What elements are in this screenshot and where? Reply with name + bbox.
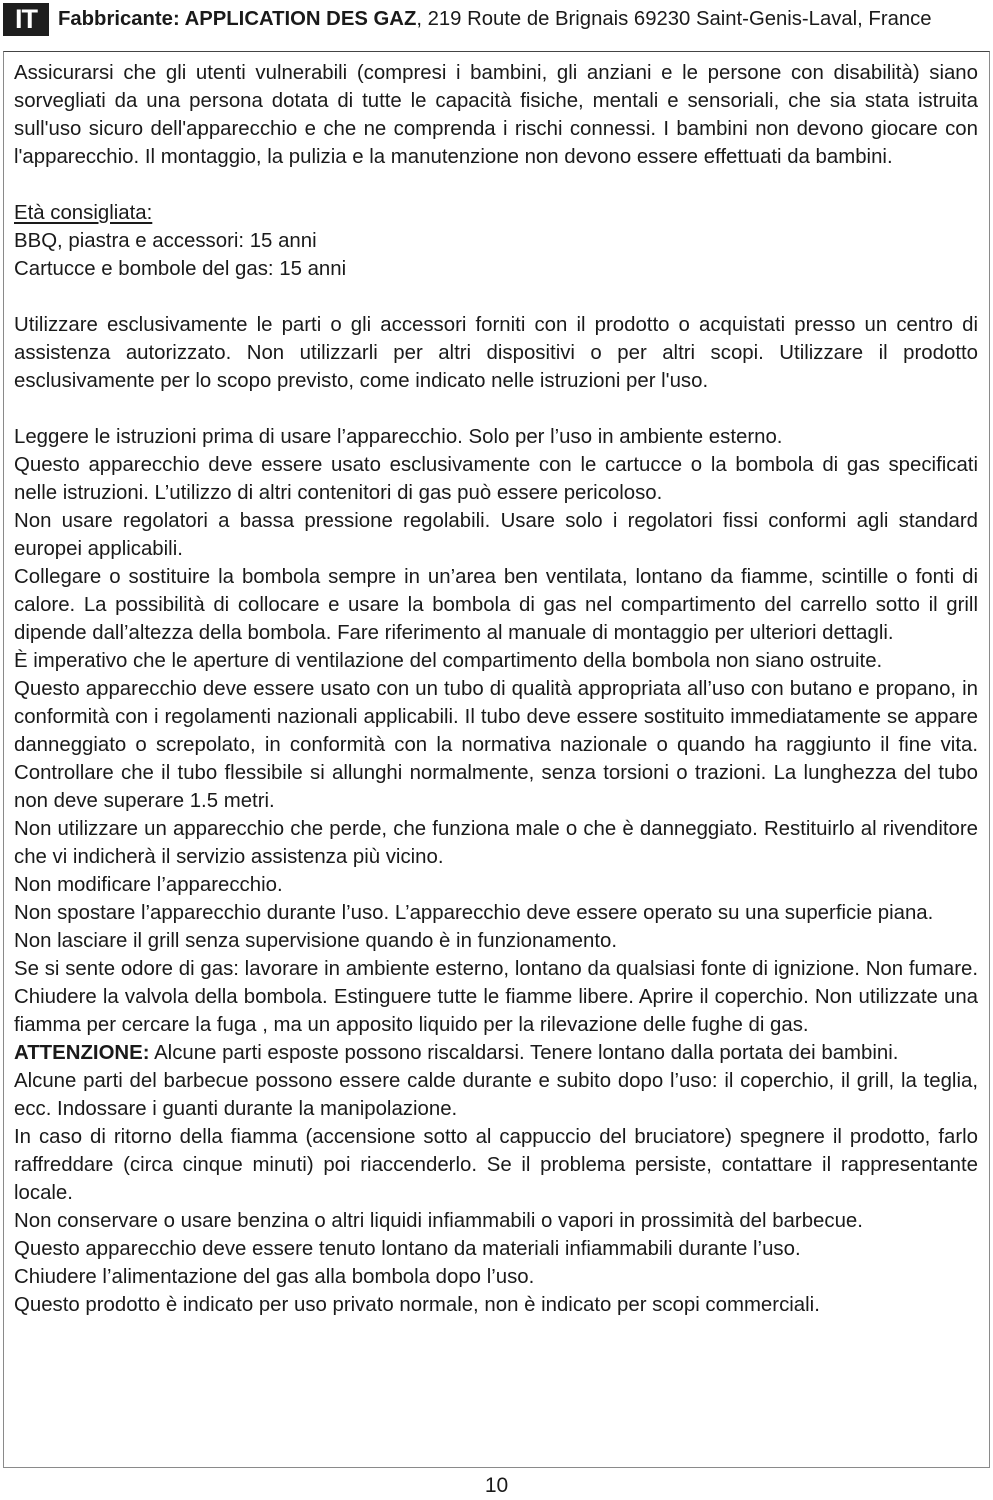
final-item: Questo prodotto è indicato per uso privato normale, non è indicato per scopi commerciali. xyxy=(14,1294,820,1316)
final-item: Questo apparecchio deve essere tenuto lontano da materiali infiammabili durante l’uso. xyxy=(14,1238,801,1260)
manufacturer-line xyxy=(58,8,932,31)
instruction-item: Questo apparecchio deve essere usato con un tubo di qualità appropriata all’uso con butano e propano, in conformità con i regolamenti nazionali applicabili. Il tubo deve essere sostituito immediatamente se appare danneggiato o screpolato, in conformità con la normativa nazionale o quando ha raggiunto il fine vita. Controllare che il tubo flessibile si allunghi normalmente, senza torsioni o trazioni. La lunghezza del tubo non deve superare 1.5 metri. xyxy=(14,678,978,812)
language-badge: IT xyxy=(3,3,49,36)
final-item: Non conservare o usare benzina o altri liquidi infiammabili o vapori in prossimità del barbecue. xyxy=(14,1210,863,1232)
instruction-item: Questo apparecchio deve essere usato esclusivamente con le cartucce o la bombola di gas specificati nelle istruzioni. L’utilizzo di altri contenitori di gas può essere pericoloso. xyxy=(14,454,978,504)
manufacturer-name: Fabbricante: APPLICATION DES GAZ xyxy=(58,8,417,30)
instruction-item: È imperativo che le aperture di ventilazione del compartimento della bombola non siano ostruite. xyxy=(14,650,883,672)
age-item: Cartucce e bombole del gas: 15 anni xyxy=(14,258,347,280)
age-item: BBQ, piastra e accessori: 15 anni xyxy=(14,230,317,252)
warning-paragraph xyxy=(14,1039,978,1067)
final-item: In caso di ritorno della fiamma (accensione sotto al cappuccio del bruciatore) spegnere il prodotto, farlo raffreddare (circa cinque minuti) poi riaccenderlo. Se il problema persiste, contattare il rappresentante locale. xyxy=(14,1126,978,1204)
supervision-paragraph: Assicurarsi che gli utenti vulnerabili (compresi i bambini, gli anziani e le persone con disabilità) siano sorvegliati da una persona dotata di tutte le capacità fisiche, mentali e sensoriali, che sia stata istruita sull'uso sicuro dell'apparecchio e che ne comprenda i rischi connessi. I bambini non devono giocare con l'apparecchio. Il montaggio, la pulizia e la manutenzione non devono essere effettuati da bambini. xyxy=(14,62,978,168)
instruction-item: Non lasciare il grill senza supervisione quando è in funzionamento. xyxy=(14,930,618,952)
instruction-item: Se si sente odore di gas: lavorare in ambiente esterno, lontano da qualsiasi fonte di ignizione. Non fumare. Chiudere la valvola della bombola. Estinguere tutte le fiamme libere. Aprire il coperchio. Non utilizzate una fiamma per cercare la fuga , ma un apposito liquido per la rilevazione delle fughe di gas. xyxy=(14,958,978,1036)
age-title: Età consigliata: xyxy=(14,202,153,224)
instruction-item: Non utilizzare un apparecchio che perde, che funziona male o che è danneggiato. Restituirlo al rivenditore che vi indicherà il servizio assistenza più vicino. xyxy=(14,818,978,868)
warning-label: ATTENZIONE: xyxy=(14,1042,150,1064)
instruction-item: Non modificare l’apparecchio. xyxy=(14,874,283,896)
instruction-item: Leggere le istruzioni prima di usare l’apparecchio. Solo per l’uso in ambiente esterno. xyxy=(14,426,783,448)
instruction-item: Non usare regolatori a bassa pressione regolabili. Usare solo i regolatori fissi conformi agli standard europei applicabili. xyxy=(14,510,978,560)
manufacturer-address: , 219 Route de Brignais 69230 Saint-Genis-Laval, France xyxy=(416,8,932,30)
instruction-item: Non spostare l’apparecchio durante l’uso. L’apparecchio deve essere operato su una superficie piana. xyxy=(14,902,934,924)
final-item: Chiudere l’alimentazione del gas alla bombola dopo l’uso. xyxy=(14,1266,535,1288)
safety-text xyxy=(14,59,978,1319)
page-number: 10 xyxy=(484,1474,509,1497)
parts-paragraph: Utilizzare esclusivamente le parti o gli accessori forniti con il prodotto o acquistati presso un centro di assistenza autorizzato. Non utilizzarli per altri dispositivi o per altri scopi. Utilizzare il prodotto esclusivamente per lo scopo previsto, come indicato nelle istruzioni per l'uso. xyxy=(14,314,978,392)
warning-text: Alcune parti esposte possono riscaldarsi. Tenere lontano dalla portata dei bambini. xyxy=(149,1042,899,1064)
instruction-item: Collegare o sostituire la bombola sempre in un’area ben ventilata, lontano da fiamme, scintille o fonti di calore. La possibilità di collocare e usare la bombola di gas nel compartimento del carrello sotto il grill dipende dall’altezza della bombola. Fare riferimento al manuale di montaggio per ulteriori dettagli. xyxy=(14,566,978,644)
page-header xyxy=(3,3,990,36)
final-item: Alcune parti del barbecue possono essere calde durante e subito dopo l’uso: il coperchio, il grill, la teglia, ecc. Indossare i guanti durante la manipolazione. xyxy=(14,1070,978,1120)
